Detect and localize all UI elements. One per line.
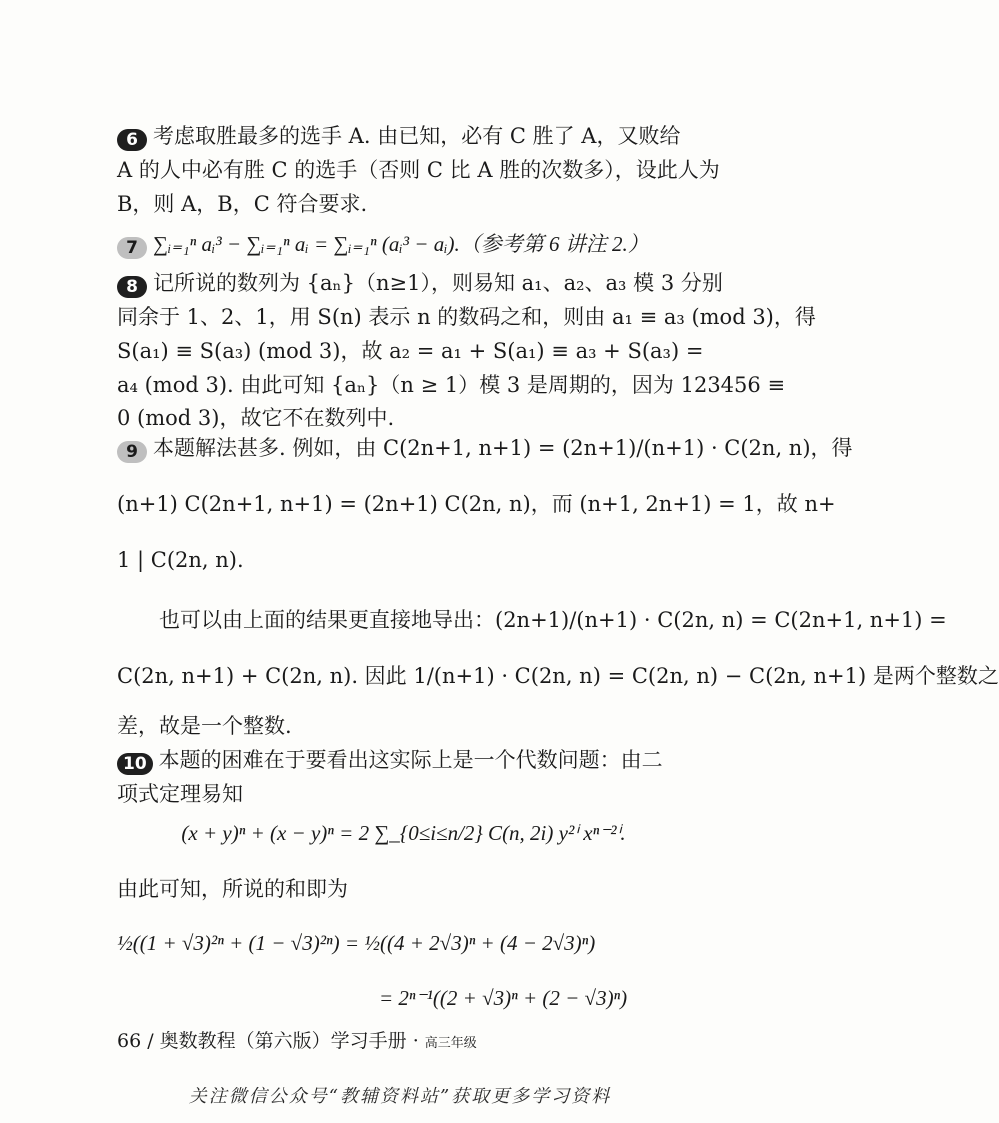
problem-number-badge: 10	[117, 753, 153, 775]
p6-line-2: A 的人中必有胜 C 的选手（否则 C 比 A 胜的次数多），设此人为	[117, 158, 720, 182]
watermark-text: 关注微信公众号“教辅资料站”获取更多学习资料	[188, 1086, 612, 1107]
page-footer	[117, 1029, 477, 1056]
p10-line-3: 由此可知，所说的和即为	[117, 877, 348, 901]
problem-number-badge: 9	[117, 441, 147, 463]
p9-line-2: (n+1) C(2n+1, n+1) = (2n+1) C(2n, n)，而 (n+1, 2n+1) = 1，故 n+	[117, 492, 836, 516]
p9-line-1: 9 本题解法甚多. 例如，由 C(2n+1, n+1) = (2n+1)/(n+1) · C(2n, n)，得	[117, 433, 690, 463]
p8-line-2: 同余于 1、2、1，用 S(n) 表示 n 的数码之和，则由 a₁ ≡ a₃ (mod 3)，得	[117, 305, 816, 329]
page-number-title: 66 / 奥数教程（第六版）学习手册 ·	[117, 1030, 419, 1052]
grade-label: 高三年级	[424, 1036, 477, 1051]
p10-line-1: 10 本题的困难在于要看出这实际上是一个代数问题：由二	[117, 745, 690, 775]
p6-line-1: 6 考虑取胜最多的选手 A. 由已知，必有 C 胜了 A，又败给	[117, 121, 690, 151]
p7-line: 7 ∑ᵢ₌₁ⁿ aᵢ³ − ∑ᵢ₌₁ⁿ aᵢ = ∑ᵢ₌₁ⁿ (aᵢ³ − aᵢ).（参考第 6 讲注 2.）	[117, 229, 690, 259]
problem-number-badge: 8	[117, 276, 147, 298]
problem-number-badge: 7	[117, 237, 147, 259]
p8-line-3: S(a₁) ≡ S(a₃) (mod 3)，故 a₂ = a₁ + S(a₁) ≡ a₃ + S(a₃) =	[117, 339, 704, 363]
p9-line-5: C(2n, n+1) + C(2n, n). 因此 1/(n+1) · C(2n, n) = C(2n, n) − C(2n, n+1) 是两个整数之	[117, 664, 999, 688]
sum-equation-2: = 2ⁿ⁻¹((2 + √3)ⁿ + (2 − √3)ⁿ)	[379, 986, 628, 1010]
problem-number-badge: 6	[117, 129, 147, 151]
p9-line-3: 1 | C(2n, n).	[117, 548, 244, 572]
p8-line-1: 8 记所说的数列为 {aₙ}（n≥1），则易知 a₁、a₂、a₃ 模 3 分别	[117, 268, 690, 298]
p10-line-2: 项式定理易知	[117, 782, 243, 806]
p8-line-5: 0 (mod 3)，故它不在数列中.	[117, 406, 395, 430]
p9-line-6: 差，故是一个整数.	[117, 714, 292, 738]
p8-line-4: a₄ (mod 3). 由此可知 {aₙ}（n ≥ 1）模 3 是周期的，因为 123456 ≡	[117, 373, 786, 397]
sum-equation-1: ½((1 + √3)²ⁿ + (1 − √3)²ⁿ) = ½((4 + 2√3)ⁿ + (4 − 2√3)ⁿ)	[117, 931, 596, 955]
binomial-equation: (x + y)ⁿ + (x − y)ⁿ = 2 ∑_{0≤i≤n/2} C(n, 2i) y²ⁱ xⁿ⁻²ⁱ.	[181, 821, 626, 845]
p6-line-3: B，则 A，B，C 符合要求.	[117, 192, 368, 216]
p9-line-4: 也可以由上面的结果更直接地导出：(2n+1)/(n+1) · C(2n, n) = C(2n+1, n+1) =	[159, 608, 947, 632]
